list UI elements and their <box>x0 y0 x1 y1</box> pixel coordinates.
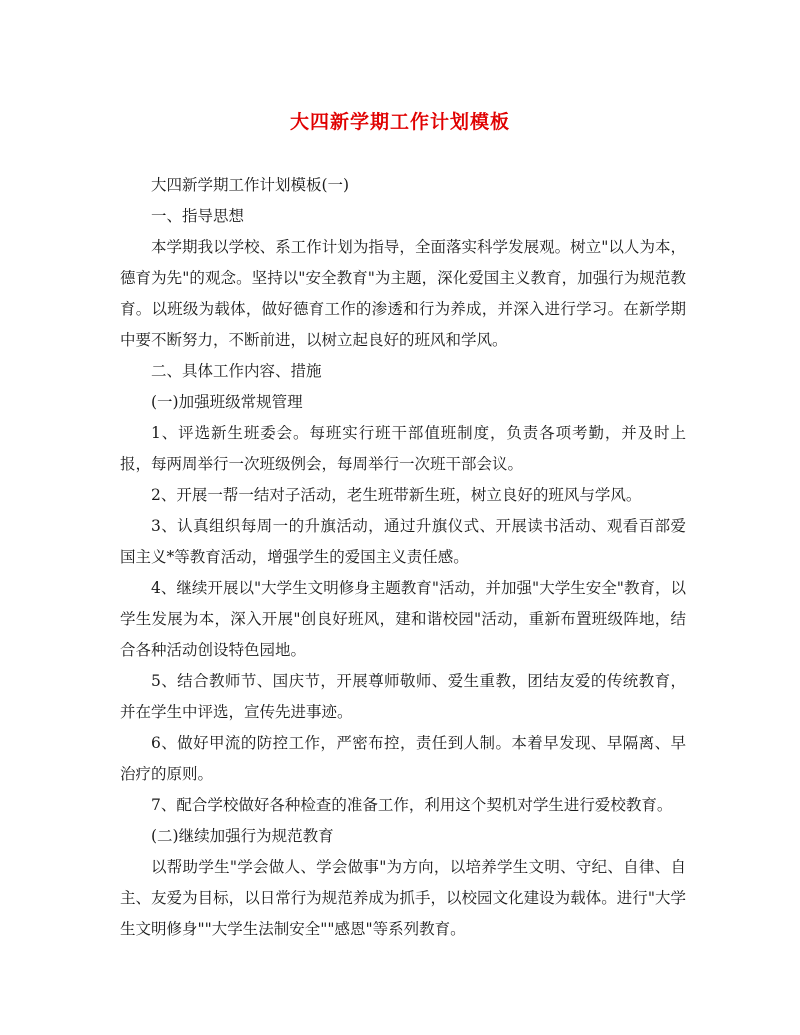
subtitle-paragraph: 大四新学期工作计划模板(一) <box>151 176 350 194</box>
body-paragraph-behavior: 以帮助学生"学会做人、学会做事"为方向，以培养学生文明、守纪、自律、自主、友爱为目标，以日常行为规范养成为抓手，以校园文化建设为载体。进行"大学生文明修身""大学生法制安全""感恩"等系列教育。 <box>120 858 686 938</box>
list-item-3: 3、认真组织每周一的升旗活动，通过升旗仪式、开展读书活动、观看百部爱国主义*等教育活动，增强学生的爱国主义责任感。 <box>120 517 686 566</box>
list-item-4: 4、继续开展以"大学生文明修身主题教育"活动，并加强"大学生安全"教育，以学生发展为本，深入开展"创良好班风，建和谐校园"活动，重新布置班级阵地，结合各种活动创设特色园地。 <box>120 579 686 659</box>
document-body <box>120 170 686 945</box>
list-item-5: 5、结合教师节、国庆节，开展尊师敬师、爱生重教，团结友爱的传统教育，并在学生中评选，宣传先进事迹。 <box>120 672 686 721</box>
document-title: 大四新学期工作计划模板 <box>289 111 510 133</box>
subsection-heading-class-management: (一)加强班级常规管理 <box>151 393 303 411</box>
subsection-heading-behavior-education: (二)继续加强行为规范教育 <box>151 827 334 845</box>
body-paragraph: 本学期我以学校、系工作计划为指导，全面落实科学发展观。树立"以人为本，德育为先"的观念。坚持以"安全教育"为主题，深化爱国主义教育，加强行为规范教育。以班级为载体，做好德育工作的渗透和行为养成，并深入进行学习。在新学期中要不断努力，不断前进，以树立起良好的班风和学风。 <box>120 238 686 349</box>
list-item-6: 6、做好甲流的防控工作，严密布控，责任到人制。本着早发现、早隔离、早治疗的原则。 <box>120 734 686 783</box>
list-item-1: 1、评选新生班委会。每班实行班干部值班制度，负责各项考勤，并及时上报，每两周举行一次班级例会，每周举行一次班干部会议。 <box>120 424 686 473</box>
list-item-7: 7、配合学校做好各种检查的准备工作，利用这个契机对学生进行爱校教育。 <box>151 796 673 814</box>
section-heading-work-content: 二、具体工作内容、措施 <box>151 362 322 380</box>
list-item-2: 2、开展一帮一结对子活动，老生班带新生班，树立良好的班风与学风。 <box>151 486 642 504</box>
section-heading-guiding-thought: 一、指导思想 <box>151 207 245 225</box>
